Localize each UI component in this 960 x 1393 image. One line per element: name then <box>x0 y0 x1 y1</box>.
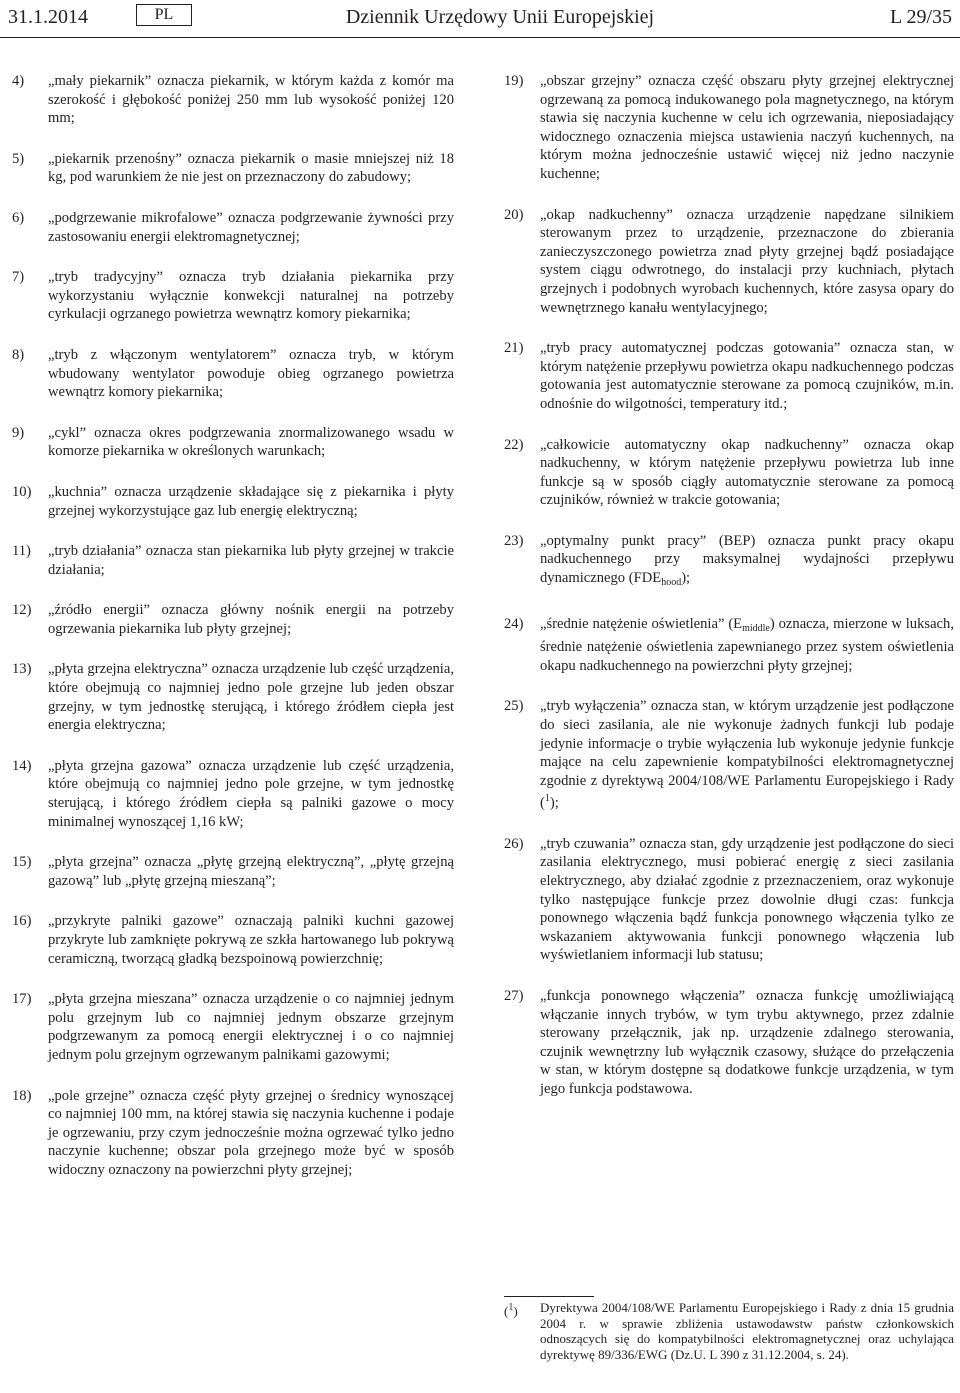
item-text: „przykryte palniki gazowe” oznaczają palniki kuchni gazowej przykryte lub zamknięte pokrywą ze szkła hartowanego lub pokrywą ceramiczną, tworzącą gładką bezspoinową powierzchnię; <box>48 913 454 967</box>
definition-item <box>12 424 454 461</box>
item-text-part: ) oznacza, mierzone w luksach, średnie natężenie oświetlenia zapewnianego przez system oświetlenia okapu nadkuchennego na powierzchni płyty grzejnej; <box>540 615 954 674</box>
language-badge: PL <box>136 4 192 26</box>
definition-item <box>12 912 454 968</box>
definition-item <box>12 268 454 324</box>
definition-item <box>12 990 454 1064</box>
item-text: „pole grzejne” oznacza część płyty grzejnej o średnicy wynoszącej co najmniej 100 mm, na której stawia się naczynia kuchenne i podaje je ogrzewaniu, przy czym jednocześnie można ogrzewać tylko jedno naczynie kuchenne; obszar pola grzejnego może być w sposób widoczny oznaczony na powierzchni płyty grzejnej; <box>48 1087 454 1178</box>
item-number: 5) <box>12 150 25 167</box>
definition-item <box>12 601 454 638</box>
journal-title: Dziennik Urzędowy Unii Europejskiej <box>345 6 655 28</box>
item-text <box>540 615 954 676</box>
item-text: „tryb działania” oznacza stan piekarnika lub płyty grzejnej w trakcie działania; <box>48 543 454 578</box>
item-text <box>540 697 954 812</box>
subscript: middle <box>742 622 770 634</box>
definition-item <box>504 206 954 318</box>
item-number: 25) <box>504 698 524 715</box>
page-number: L 29/35 <box>889 6 952 28</box>
definition-item <box>12 757 454 831</box>
item-number: 26) <box>504 835 524 852</box>
definition-item <box>504 987 954 1099</box>
item-text: „płyta grzejna gazowa” oznacza urządzenie lub część urządzenia, które obejmują co najmniej jedno pole grzejne, w tym jednostkę sterującą, i którego źródłem ciepła są palniki gazowe o mocy minimalnej wynoszącej 1,16 kW; <box>48 757 454 830</box>
item-number: 4) <box>12 73 25 89</box>
item-text: „okap nadkuchenny” oznacza urządzenie napędzane silnikiem sterowanym przez to urządzenie, przeznaczone do zbierania zanieczyszczonego powietrza znad płyty grzejnej bądź posiadające system ciągu odwrotnego, do instalacji przy kuchniach, płytach grzejnych i podobnych wyrobach kuchennych, które zasysa opary do wewnętrznego kanału wentylacyjnego; <box>540 206 954 316</box>
item-number: 6) <box>12 209 25 226</box>
item-text: „kuchnia” oznacza urządzenie składające się z piekarnika i płyty grzejnej wykorzystujące gaz lub energię elektryczną; <box>48 483 454 519</box>
definition-item <box>504 532 954 593</box>
item-number: 21) <box>504 340 524 357</box>
item-text-part: „optymalny punkt pracy” (BEP) oznacza punkt pracy okapu nadkuchennego przy maksymalnej wydajności przepływu dynamicznego (FDE <box>540 532 954 587</box>
item-text-part: ); <box>681 570 691 587</box>
item-number: 10) <box>12 483 32 500</box>
footnote-rule <box>504 1296 594 1297</box>
definition-item <box>12 853 454 890</box>
item-text-part: ); <box>549 795 559 812</box>
item-text: „tryb czuwania” oznacza stan, gdy urządzenie jest podłączone do sieci zasilania elektrycznego, musi pobierać energię z sieci zasilania elektrycznego, aby działać zgodnie z przeznaczeniem, oraz wykonuje tylko następujące funkcje przez dowolnie długi czas: funkcja ponownego włączenia bądź funkcja ponownego włączenia tylko ze wskazaniem aktywowania funkcji ponownego włączenia lub wyświetlaniem informacji lub statusu; <box>540 835 954 964</box>
definition-item <box>12 660 454 734</box>
footnote-reference[interactable]: 1 <box>544 793 550 805</box>
footnote-text: Dyrektywa 2004/108/WE Parlamentu Europejskiego i Rady z dnia 15 grudnia 2004 r. w sprawie zbliżenia ustawodawstw państw członkowskich odnoszących się do kompatybilności elektromagnetycznej oraz uchylająca dyrektywę 89/336/EWG (Dz.U. L 390 z 31.12.2004, s. 24). <box>540 1300 954 1362</box>
item-number: 20) <box>504 206 524 223</box>
definition-item <box>12 209 454 246</box>
left-column <box>12 72 454 1202</box>
item-text: „funkcja ponownego włączenia” oznacza funkcję umożliwiającą włączanie innych trybów, w tym trybu aktywnego, przez zdalnie sterowany przełącznik, jak np. urządzenie zdalnego sterowania, czujnik wewnętrzny lub wyłącznik czasowy, służące do przełączenia w stan, w którym dostępne są dodatkowe funkcje urządzenia, w tym jego funkcja podstawowa. <box>540 988 954 1097</box>
item-number: 23) <box>504 532 524 549</box>
definition-item <box>12 150 454 187</box>
footnote-mark-close: ) <box>513 1303 518 1319</box>
right-column <box>504 72 954 1121</box>
item-text <box>540 532 954 593</box>
item-number: 9) <box>12 424 25 441</box>
item-number: 7) <box>12 269 25 286</box>
definition-item <box>12 72 454 128</box>
definition-item <box>504 697 954 812</box>
header-rule <box>0 37 960 38</box>
footnote-mark-open: ( <box>504 1303 509 1319</box>
item-number: 11) <box>12 543 31 560</box>
footnote-mark-number: 1 <box>508 1302 514 1313</box>
footnote-mark <box>504 1300 540 1362</box>
definition-item <box>12 542 454 579</box>
item-text: „płyta grzejna mieszana” oznacza urządzenie o co najmniej jednym polu grzejnym lub co najmniej jednym obszarze grzejnym podgrzewanym za pomocą energii elektrycznej i o co najmniej jednym polu grzejnym ogrzewanym palnikami gazowymi; <box>48 991 454 1063</box>
item-number: 17) <box>12 991 32 1008</box>
definition-item <box>12 483 454 520</box>
item-text: „obszar grzejny” oznacza część obszaru płyty grzejnej elektrycznej ogrzewaną za pomocą indukowanego pola magnetycznego, na którym stawia się naczynia kuchenne w celu ich ogrzewania, nieposiadający widocznego oznaczenia miejsca ustawienia naczyń kuchennych, na którym można jednocześnie ustawić więcej niż jedno naczynie kuchenne; <box>540 73 954 182</box>
item-text: „mały piekarnik” oznacza piekarnik, w którym każda z komór ma szerokość i głębokość poniżej 250 mm lub wysokość poniżej 120 mm; <box>48 73 454 127</box>
item-number: 22) <box>504 436 524 453</box>
publication-date: 31.1.2014 <box>8 6 88 28</box>
item-text: „całkowicie automatyczny okap nadkuchenny” oznacza okap nadkuchenny, w którym natężenie przepływu powietrza lub inne funkcje są w sposób ciągły automatycznie sterowane za pomocą czujników, również w trakcie gotowania; <box>540 436 954 509</box>
item-number: 19) <box>504 73 524 89</box>
item-number: 12) <box>12 602 32 619</box>
definition-item <box>504 615 954 676</box>
item-number: 13) <box>12 661 32 678</box>
item-text: „płyta grzejna elektryczna” oznacza urządzenie lub część urządzenia, które obejmują co najmniej jedno pole grzejne lub jeden obszar grzejny, w tym jednostkę sterującą, i którego źródłem ciepła jest energia elektryczna; <box>48 661 454 734</box>
item-text: „piekarnik przenośny” oznacza piekarnik o masie mniejszej niż 18 kg, pod warunkiem że nie jest on przeznaczony do zabudowy; <box>48 150 454 186</box>
item-number: 18) <box>12 1087 32 1104</box>
definition-item <box>504 436 954 510</box>
definition-item <box>504 339 954 413</box>
item-number: 16) <box>12 913 32 930</box>
item-text: „cykl” oznacza okres podgrzewania znormalizowanego wsadu w komorze piekarnika w określonych warunkach; <box>48 424 454 460</box>
item-number: 14) <box>12 757 32 774</box>
item-number: 15) <box>12 854 32 871</box>
page-header <box>0 0 960 40</box>
item-text: „tryb tradycyjny” oznacza tryb działania piekarnika przy wykorzystaniu wyłącznie konwekcji naturalnej na potrzeby cyrkulacji ogrzanego powietrza wewnątrz komory piekarnika; <box>48 269 454 323</box>
item-text: „tryb pracy automatycznej podczas gotowania” oznacza stan, w którym natężenie przepływu powietrza okapu nadkuchennego podczas gotowania jest automatycznie sterowane za pomocą czujników, m.in. odnośnie do wilgotności, temperatury itd.; <box>540 340 954 412</box>
item-text: „podgrzewanie mikrofalowe” oznacza podgrzewanie żywności przy zastosowaniu energii elektromagnetycznej; <box>48 209 454 245</box>
item-number: 8) <box>12 346 25 363</box>
item-text-part: „średnie natężenie oświetlenia” (E <box>540 615 743 632</box>
item-number: 27) <box>504 988 524 1005</box>
item-text: „tryb z włączonym wentylatorem” oznacza tryb, w którym wbudowany wentylator powoduje obieg ogrzanego powietrza wewnątrz komory piekarnika; <box>48 346 454 401</box>
definition-item <box>12 1087 454 1180</box>
footnote <box>504 1300 954 1362</box>
definition-item <box>504 72 954 184</box>
item-text: „płyta grzejna” oznacza „płytę grzejną elektryczną”, „płytę grzejną gazową” lub „płytę grzejną mieszaną”; <box>48 854 454 889</box>
subscript: hood <box>661 577 682 589</box>
definition-item <box>504 835 954 965</box>
item-text-part: „tryb wyłączenia” oznacza stan, w którym urządzenie jest podłączone do sieci zasilania, ale nie wykonuje żadnych funkcji lub podaje jedynie informacje o trybie wyłączenia lub wykonuje jedynie funkcje mające na celu zapewnienie kompatybilności elektromagnetycznej zgodnie z dyrektywą 2004/108/WE Parlamentu Europejskiego i Rady ( <box>540 698 954 812</box>
definition-item <box>12 346 454 402</box>
item-text: „źródło energii” oznacza główny nośnik energii na potrzeby ogrzewania piekarnika lub płyty grzejnej; <box>48 602 454 637</box>
item-number: 24) <box>504 615 524 632</box>
